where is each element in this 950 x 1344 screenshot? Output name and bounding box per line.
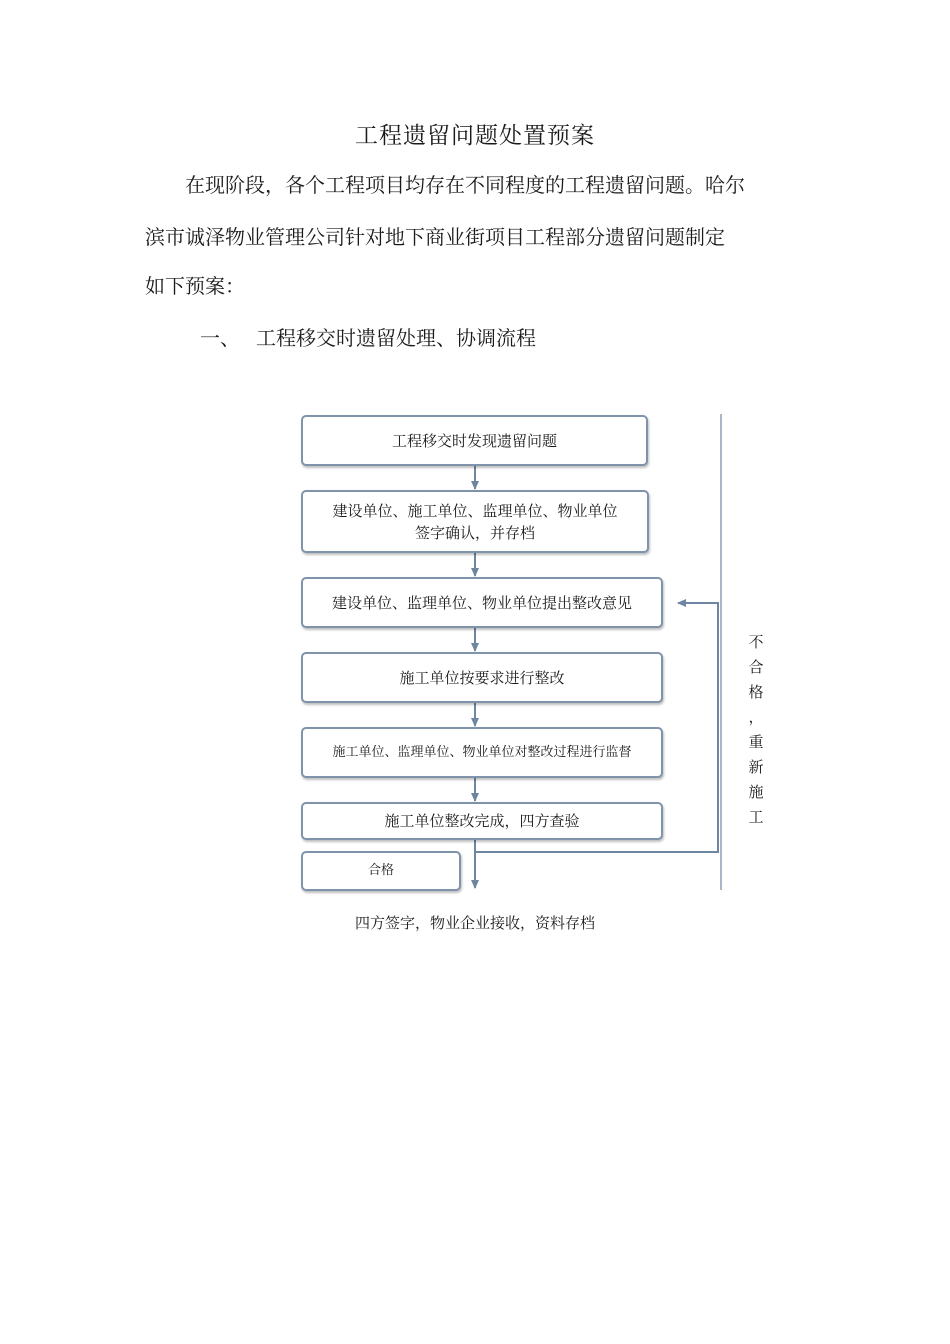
flow-step-6 — [301, 802, 663, 840]
flow-step-5 — [301, 727, 663, 778]
flow-step-4 — [301, 652, 663, 703]
fail-label-char: 格 — [748, 683, 764, 701]
fail-label-char: ， — [748, 708, 764, 726]
intro-line-3: 如下预案： — [145, 274, 245, 298]
pass-box — [301, 851, 461, 891]
fail-label-char: 合 — [748, 658, 764, 676]
flow-step-3-text: 建设单位、监理单位、物业单位提出整改意见 — [331, 593, 632, 612]
intro-line-1: 在现阶段，各个工程项目均存在不同程度的工程遗留问题。哈尔 — [145, 173, 745, 197]
fail-label-char: 重 — [748, 733, 764, 751]
flow-step-5-text: 施工单位、监理单位、物业单位对整改过程进行监督 — [332, 744, 632, 760]
flow-step-1 — [301, 415, 648, 466]
intro-line-2: 滨市诚泽物业管理公司针对地下商业街项目工程部分遗留问题制定 — [145, 225, 725, 249]
flow-step-1-text: 工程移交时发现遗留问题 — [391, 431, 557, 450]
page-title: 工程遗留问题处置预案 — [355, 123, 595, 149]
fail-label-char: 不 — [748, 633, 764, 651]
flow-step-6-text: 施工单位整改完成，四方查验 — [384, 812, 580, 830]
section-number: 一、 — [200, 326, 240, 350]
fail-rework-label — [744, 630, 768, 830]
flow-step-2-line2: 签字确认，并存档 — [414, 523, 535, 542]
flow-step-2-line1: 建设单位、施工单位、监理单位、物业单位 — [332, 501, 618, 520]
final-caption: 四方签字，物业企业接收，资料存档 — [354, 914, 595, 932]
fail-label-char: 施 — [748, 783, 764, 801]
section-title: 工程移交时遗留处理、协调流程 — [256, 326, 536, 350]
fail-label-char: 工 — [748, 808, 764, 826]
flow-step-3 — [301, 577, 663, 628]
pass-label: 合格 — [367, 863, 394, 878]
fail-label-char: 新 — [748, 758, 764, 776]
flow-step-2 — [301, 490, 649, 553]
flow-step-4-text: 施工单位按要求进行整改 — [399, 668, 565, 687]
